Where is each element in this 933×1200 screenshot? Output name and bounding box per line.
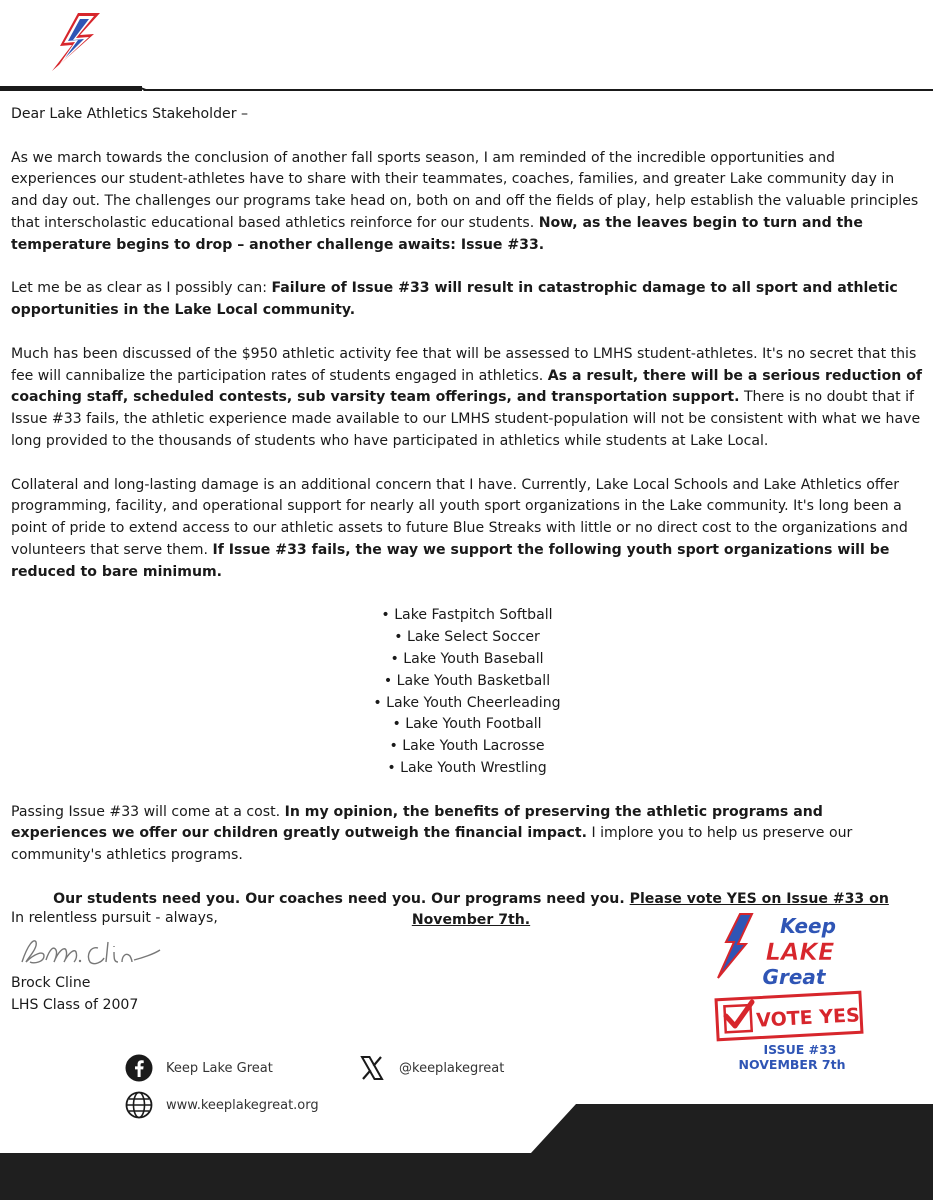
website-label: www.keeplakegreat.org [166, 1097, 319, 1113]
intro-emphasis: Now, as the leaves begin to turn and the temperature begins to drop – another challenge awaits: Issue #33. [11, 214, 863, 253]
facebook-icon [124, 1053, 154, 1083]
signature [14, 932, 164, 972]
footer-band [0, 1097, 933, 1200]
signer-name: Brock Cline [11, 975, 91, 991]
badge-date: NOVEMBER 7th [738, 1057, 846, 1072]
list-item: • Lake Youth Cheerleading [373, 694, 561, 711]
cost-emphasis: In my opinion, the benefits of preserving the athletic programs and experiences we offer our children greatly outweigh the financial impact. [11, 803, 823, 842]
paragraph-cost [11, 802, 923, 867]
fee-emphasis: As a result, there will be a serious reduction of coaching staff, scheduled contests, sub varsity team offerings, and transportation support. [11, 367, 923, 406]
letter-body [11, 104, 923, 954]
list-item: • Lake Youth Lacrosse [389, 738, 545, 755]
paragraph-intro [11, 148, 923, 257]
list-item: • Lake Youth Baseball [390, 650, 544, 667]
collateral-text: Collateral and long-lasting damage is an additional concern that I have. Currently, Lake Local Schools and Lake Athletics offer programming, facility, and operational support for nearly all youth sport organizations in the Lake community. It's long been a point of pride to extend access to our athletic assets to future Blue Streaks with little or no direct cost to the organizations and volunteers that serve them. [11, 476, 908, 558]
cta-text: Our students need you. Our coaches need you. Our programs need you. [53, 890, 625, 907]
collateral-emphasis: If Issue #33 fails, the way we support the following youth sport organizations will be reduced to bare minimum. [11, 541, 890, 580]
salutation: Dear Lake Athletics Stakeholder – [11, 106, 249, 122]
list-item: • Lake Youth Wrestling [387, 759, 547, 776]
list-item: • Lake Youth Basketball [383, 672, 551, 689]
vote-yes-link: Please vote YES on Issue #33 on November 7th. [411, 890, 889, 929]
signer-block [11, 973, 138, 1017]
badge-issue: ISSUE #33 [763, 1042, 837, 1057]
x-link[interactable] [357, 1053, 504, 1083]
signer-title: LHS Class of 2007 [11, 996, 139, 1013]
warning-lead: Let me be as clear as I possibly can: [11, 280, 267, 297]
fee-text-continued: There is no doubt that if Issue #33 fails, the athletic experience made available to our LMHS student-population will not be consistent with what we have long provided to the thousands of students who have participated in athletics while students at Lake Local. [11, 389, 921, 449]
paragraph-collateral-damage [11, 475, 923, 584]
lightning-bolt-logo [48, 12, 104, 72]
paragraph-failure-warning [11, 278, 923, 322]
badge-lake: LAKE [765, 938, 835, 966]
vote-yes-stamp [716, 992, 862, 1039]
youth-organization-list [11, 605, 923, 779]
badge-great: Great [762, 965, 826, 989]
list-item: • Lake Select Soccer [394, 629, 540, 646]
facebook-link[interactable] [124, 1053, 273, 1083]
badge-keep: Keep [780, 914, 836, 938]
x-handle-label: @keeplakegreat [399, 1060, 505, 1076]
closing-line: In relentless pursuit - always, [11, 910, 218, 926]
cost-text: Passing Issue #33 will come at a cost. [11, 803, 281, 820]
paragraph-activity-fee [11, 344, 923, 453]
warning-emphasis: Failure of Issue #33 will result in catastrophic damage to all sport and athletic opportunities in the Lake Local community. [11, 280, 898, 319]
cost-text-continued: I implore you to help us preserve our community's athletics programs. [11, 825, 853, 864]
facebook-label: Keep Lake Great [166, 1060, 273, 1076]
x-logo-icon [357, 1053, 387, 1083]
header-divider [0, 86, 933, 94]
keep-lake-great-badge [712, 908, 872, 1078]
list-item: • Lake Youth Football [392, 716, 542, 733]
list-item: • Lake Fastpitch Softball [381, 607, 553, 624]
fee-text: Much has been discussed of the $950 athletic activity fee that will be assessed to LMHS student-athletes. It's no secret that this fee will cannibalize the participation rates of students engaged in athletics. [11, 345, 917, 384]
intro-text: As we march towards the conclusion of another fall sports season, I am reminded of the incredible opportunities and experiences our student-athletes have to share with their teammates, coaches, families, and greater Lake community day in and day out. The challenges our programs take head on, both on and off the fields of play, help establish the valuable principles that interscholastic educational based athletics reinforce for our students. [11, 149, 919, 231]
badge-vote-yes: VOTE YES [755, 1004, 861, 1032]
